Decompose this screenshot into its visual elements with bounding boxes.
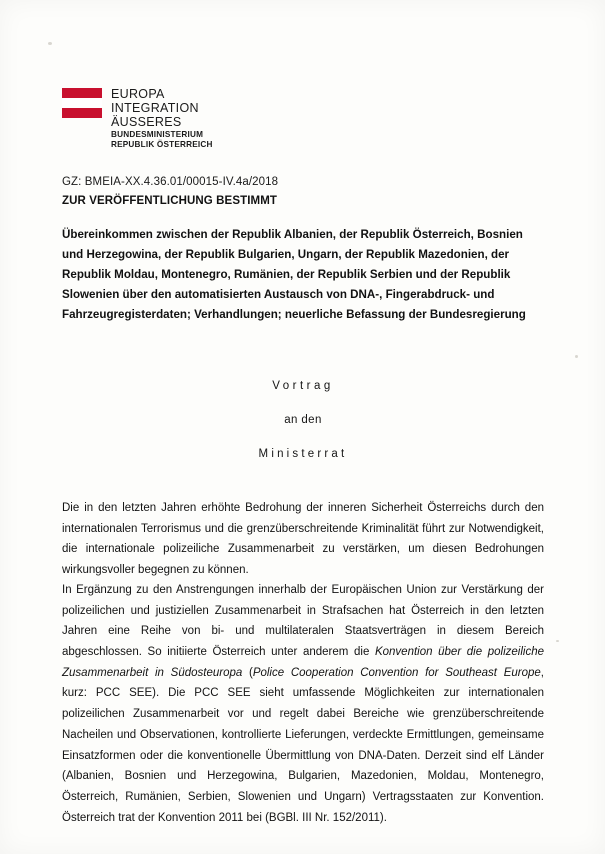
paragraph-2-part-3: , kurz: PCC SEE). Die PCC SEE sieht umfassende Möglichkeiten zur internationalen polizeilichen Zusammenarbeit vor und regelt dabei Bereiche wie grenzüberschreitende Nacheilen und Observationen, kontrollierte Lieferungen, verdeckte Ermittlungen, gemeinsame Einsatzformen oder die konventionelle Übermittlung von DNA-Daten. Derzeit sind elf Länder (Albanien, Bosnien und Herzegowina, Bulgarien, Mazedonien, Moldau, Montenegro, Österreich, Rumänien, Serbien, Slowenien und Ungarn) Vertragsstaaten zur Konvention. Österreich trat der Konvention 2011 bei (BGBl. III Nr. 152/2011). bbox=[62, 666, 544, 824]
addressee-recipient: Ministerrat bbox=[258, 448, 348, 460]
body-paragraph-1: Die in den letzten Jahren erhöhte Bedrohung der inneren Sicherheit Österreichs durch den internationalen Terrorismus und die grenzüberschreitende Kriminalität führt zur Notwendigkeit, die internationale polizeiliche Zusammenarbeit zu verstärken, um diesen Bedrohungen wirkungsvoller begegnen zu können. bbox=[62, 502, 544, 577]
scan-artifact bbox=[575, 355, 578, 358]
scan-artifact bbox=[556, 640, 559, 642]
logo-line-republik: REPUBLIK ÖSTERREICH bbox=[111, 140, 213, 150]
logo-line-europa: EUROPA bbox=[111, 87, 165, 101]
paragraph-2-italic-1: Konvention über die polizeiliche Zusammenarbeit in Südosteuropa bbox=[62, 646, 545, 679]
document-type-vortrag: Vortrag bbox=[272, 380, 334, 392]
logo-line-bundesministerium: BUNDESMINISTERIUM bbox=[111, 130, 204, 139]
publication-note: ZUR VERÖFFENTLICHUNG BESTIMMT bbox=[62, 195, 277, 207]
addressee-preposition: an den bbox=[284, 414, 322, 426]
logo-line-integration: INTEGRATION bbox=[111, 101, 199, 115]
paragraph-2-italic-2: Police Cooperation Convention for Southeast Europe bbox=[252, 666, 541, 679]
document-title: Übereinkommen zwischen der Republik Albanien, der Republik Österreich, Bosnien und Herzegowina, der Republik Bulgarien, Ungarn, der Republik Mazedonien, der Republik Moldau, Montenegro, Rumänien, der Republik Serbien und der Republik Slowenien über den automatisierten Austausch von DNA-, Fingerabdruck- und Fahrzeugregisterdaten; Verhandlungen; neuerliche Befassung der Bundesregierung bbox=[62, 228, 526, 321]
paragraph-2-part-2: ( bbox=[242, 666, 253, 679]
ministry-logo bbox=[62, 86, 213, 149]
ministry-logo-text bbox=[111, 86, 213, 149]
document-reference-number: GZ: BMEIA-XX.4.36.01/00015-IV.4a/2018 bbox=[62, 176, 279, 188]
paragraph-2-part-1: In Ergänzung zu den Anstrengungen innerhalb der Europäischen Union zur Verstärkung der polizeilichen und justiziellen Zusammenarbeit in Strafsachen hat Österreich in den letzten Jahren eine Reihe von bi- und multilateralen Staatsverträgen in diesem Bereich abgeschlossen. So initiierte Österreich unter anderem die bbox=[62, 584, 544, 659]
logo-line-aeusseres: ÄUSSERES bbox=[111, 115, 182, 129]
scan-artifact bbox=[48, 42, 52, 45]
austria-flag-icon bbox=[62, 86, 102, 120]
body-paragraph-2 bbox=[62, 580, 544, 828]
